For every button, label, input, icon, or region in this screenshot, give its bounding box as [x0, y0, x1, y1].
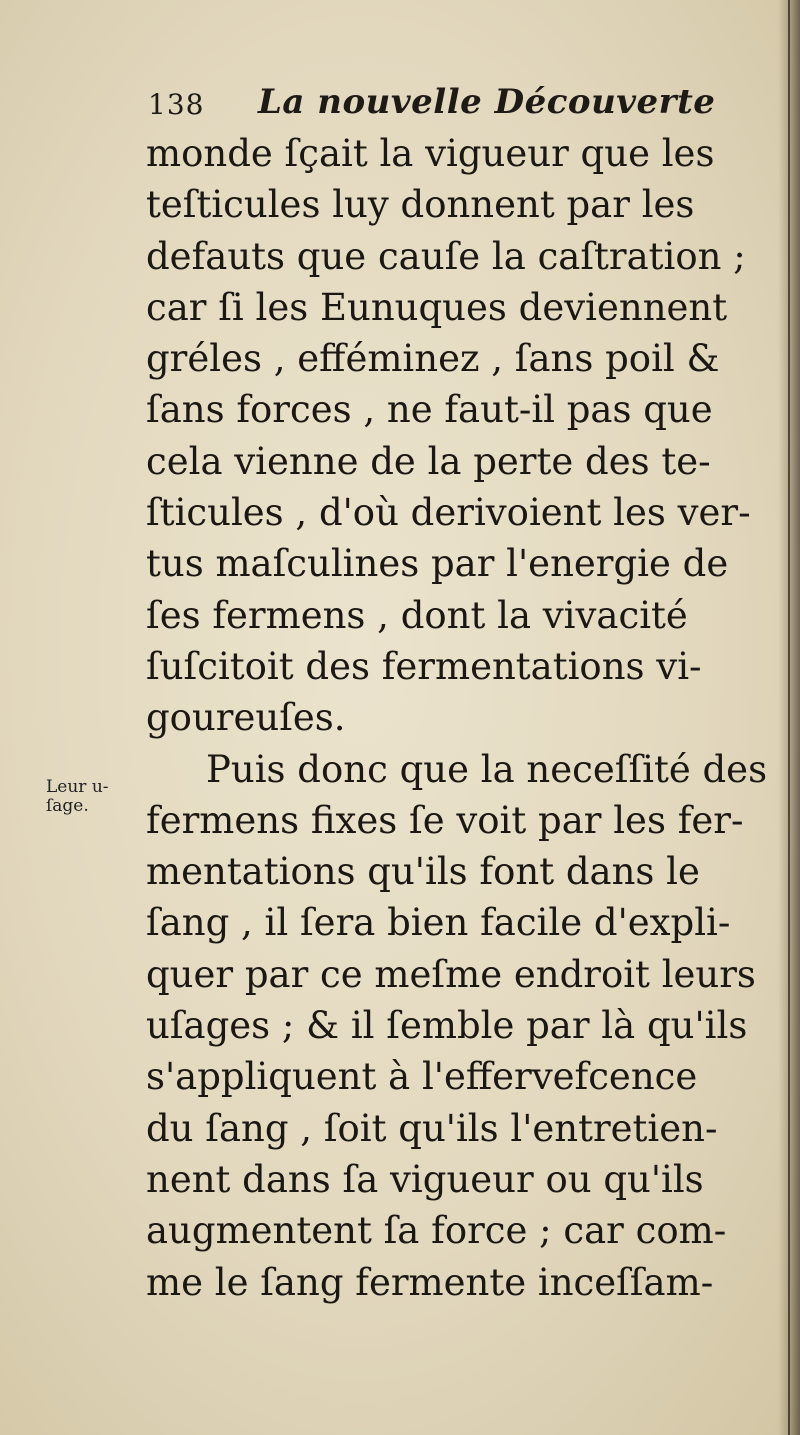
binding-edge	[788, 0, 790, 1435]
page-number: 138	[148, 88, 205, 121]
text-line: ſang , il ſera bien facile d'expli-	[146, 901, 731, 945]
paragraph-start-line: Puis donc que la neceſſité des	[206, 747, 768, 791]
text-line: defauts que cauſe la caſtration ;	[146, 234, 746, 278]
running-title: La nouvelle Découverte	[258, 82, 716, 122]
text-line: teſticules luy donnent par les	[146, 183, 695, 227]
text-line: augmentent ſa force ; car com-	[146, 1209, 727, 1253]
text-line: s'appliquent à l'effervefcence	[146, 1055, 698, 1099]
text-line: ſes fermens , dont la vivacité	[146, 593, 688, 637]
text-line: cela vienne de la perte des te-	[146, 439, 711, 483]
text-line: quer par ce meſme endroit leurs	[146, 952, 756, 996]
text-line: nent dans ſa vigueur ou qu'ils	[146, 1157, 704, 1201]
text-line: du ſang , ſoit qu'ils l'entretien-	[146, 1106, 718, 1150]
text-line: me le ſang fermente inceſſam-	[146, 1260, 714, 1304]
margin-note	[46, 778, 146, 816]
text-line: uſages ; & il ſemble par là qu'ils	[146, 1004, 748, 1048]
text-line: gréles , efféminez , ſans poil &	[146, 337, 720, 381]
margin-note-line: ſage.	[46, 796, 89, 816]
text-line: mentations qu'ils font dans le	[146, 850, 700, 894]
text-line: ſticules , d'où derivoient les ver-	[146, 491, 751, 535]
text-line: monde ſçait la vigueur que les	[146, 132, 715, 175]
text-line: ſuſcitoit des fermentations vi-	[146, 644, 702, 688]
page-header	[148, 70, 768, 126]
text-line: ſans forces , ne faut-il pas que	[146, 388, 713, 432]
text-line: tus maſculines par l'energie de	[146, 542, 729, 586]
margin-note-line: Leur u-	[46, 777, 109, 797]
text-line: fermens fixes ſe voit par les fer-	[146, 798, 744, 842]
body-text	[146, 128, 776, 1308]
text-line: car ſi les Eunuques deviennent	[146, 285, 728, 329]
text-line: goureuſes.	[146, 696, 346, 740]
